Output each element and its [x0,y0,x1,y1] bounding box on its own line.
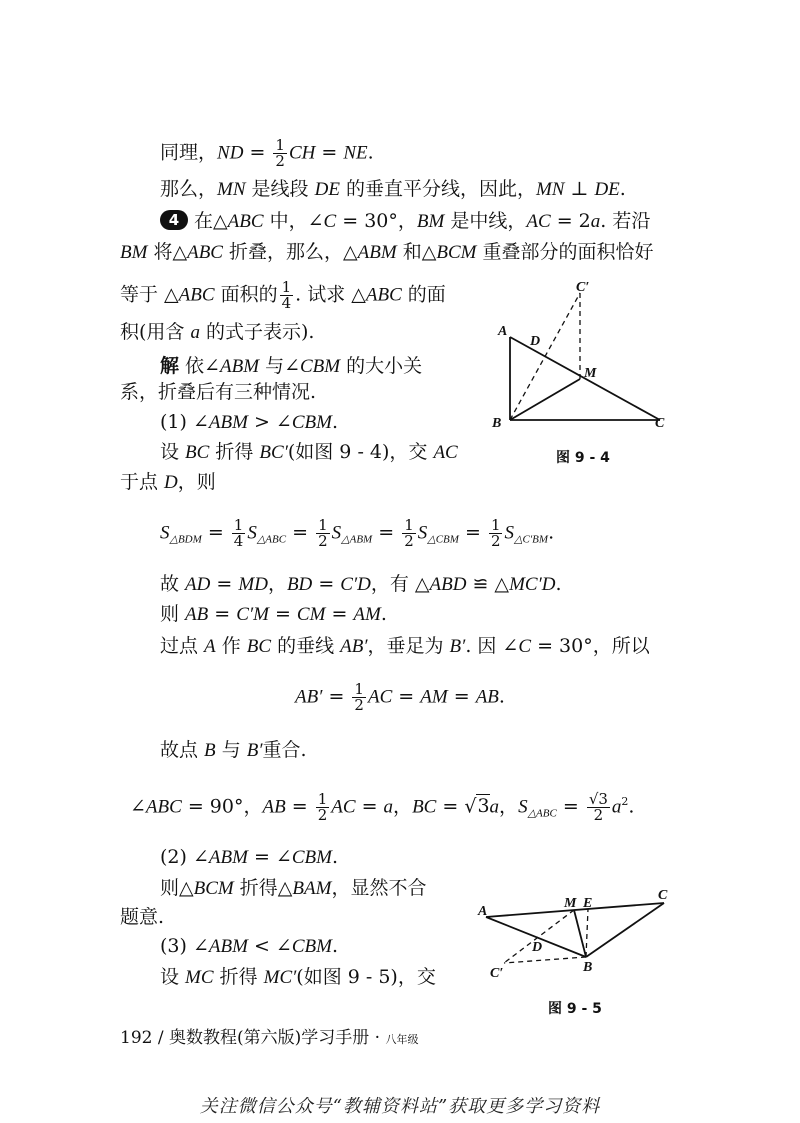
label-a: A [478,904,488,919]
watermark-text: 关注微信公众号“教辅资料站”获取更多学习资料 [199,1096,601,1117]
line-18-equation: ∠ABC = 90°，AB = $\frac{1}{2}$ AC = a，BC = √3a，$S_{\triangle ABC}$ = $\frac{√3}{2}$ $a^2$. [130,789,635,824]
problem-number-badge: 4 [160,210,188,230]
label-b: B [492,416,502,431]
line-20: 则△BCM 折得△BAM，显然不合 [160,877,427,899]
line-10: 设 BC 折得 BC′(如图 9 - 4)，交 AC [160,441,458,463]
page-number: 192 [120,1028,153,1048]
line-22: (3) ∠ABM < ∠CBM. [160,935,338,957]
segment-bm [574,910,586,957]
segment-bm [510,379,580,420]
fraction: $\frac{1}{2}$ [275,136,285,170]
figure-9-4-caption: 图 9 - 4 [556,450,610,466]
line-7: 解 依∠ABM 与∠CBM 的大小关 [160,355,423,377]
fraction: $\frac{1}{2}$ [404,516,414,550]
segment-bc-prime [504,957,586,963]
line-6: 积(用含 a 的式子表示). [120,321,315,343]
fraction: $\frac{1}{4}$ [281,278,292,312]
line-19: (2) ∠ABM = ∠CBM. [160,846,338,868]
line-15: 过点 A 作 BC 的垂线 AB′，垂足为 B′. 因 ∠C = 30°，所以 [160,635,650,657]
label-a: A [498,324,508,339]
line-23: 设 MC 折得 MC′(如图 9 - 5)，交 [160,966,436,988]
label-d: D [532,940,543,955]
fraction: $\frac{1}{2}$ [317,789,328,824]
label-b: B [583,960,593,975]
segment-bc-prime [510,293,580,420]
line-2: 那么，MN 是线段 DE 的垂直平分线，因此，MN ⊥ DE. [160,178,626,200]
line-12-area-equation: $S_{\triangle BDM}$ = $\frac{1}{4}$ $S_{\triangle ABC}$ = $\frac{1}{2}$ $S_{\triangle ABM}$ = $\frac{1}{2}$ $S_{\triangle CBM}$ = $\frac{1}{2}$ $S_{\triangle C'BM}$. [160,516,555,550]
line-17: 故点 B 与 B′重合. [160,739,307,761]
figure-9-5-caption: 图 9 - 5 [548,1001,602,1017]
label-m: M [564,896,577,911]
label-c: C [655,416,665,431]
line-3: 4 在△ABC 中，∠C = 30°，BM 是中线，AC = 2a. 若沿 [160,209,650,234]
label-e: E [583,896,593,911]
solution-label: 解 [160,355,180,377]
line-1: 同理，ND = $\frac{1}{2}$ CH = NE. [160,136,374,170]
fraction: $\frac{1}{2}$ [318,516,328,550]
segment-bc [586,903,664,957]
label-c-prime: C′ [576,280,590,295]
segment-be [586,909,588,957]
line-4: BM 将△ABC 折叠，那么，△ABM 和△BCM 重叠部分的面积恰好 [120,241,654,263]
fraction: $\frac{1}{4}$ [233,516,244,550]
line-14: 则 AB = C′M = CM = AM. [160,603,387,625]
figure-9-5 [476,885,686,985]
grade-label: 八年级 [385,1033,419,1046]
label-c: C [658,888,668,903]
book-title: 奥数教程(第六版)学习手册 · [169,1028,386,1048]
figure-9-4 [490,275,690,440]
fraction: $\frac{1}{2}$ [490,516,501,550]
label-c-prime: C′ [490,966,504,981]
segment-mc-prime [504,910,574,963]
line-8: 系，折叠后有三种情况. [120,381,317,403]
page-footer: 192 / 奥数教程(第六版)学习手册 · 八年级 [120,1028,419,1048]
fraction: $\frac{√3}{2}$ [588,789,608,824]
line-13: 故 AD = MD，BD = C′D，有 △ABD ≌ △MC′D. [160,573,562,595]
line-5: 等于 △ABC 面积的 $\frac{1}{4}$ . 试求 △ABC 的面 [120,278,446,312]
fraction: $\frac{1}{2}$ [354,680,364,714]
line-11: 于点 D，则 [120,471,216,493]
line-21: 题意. [120,906,165,928]
line-9: (1) ∠ABM > ∠CBM. [160,411,338,433]
line-16-equation: AB′ = $\frac{1}{2}$ AC = AM = AB. [295,680,505,714]
label-m: M [584,366,597,381]
label-d: D [530,334,541,349]
